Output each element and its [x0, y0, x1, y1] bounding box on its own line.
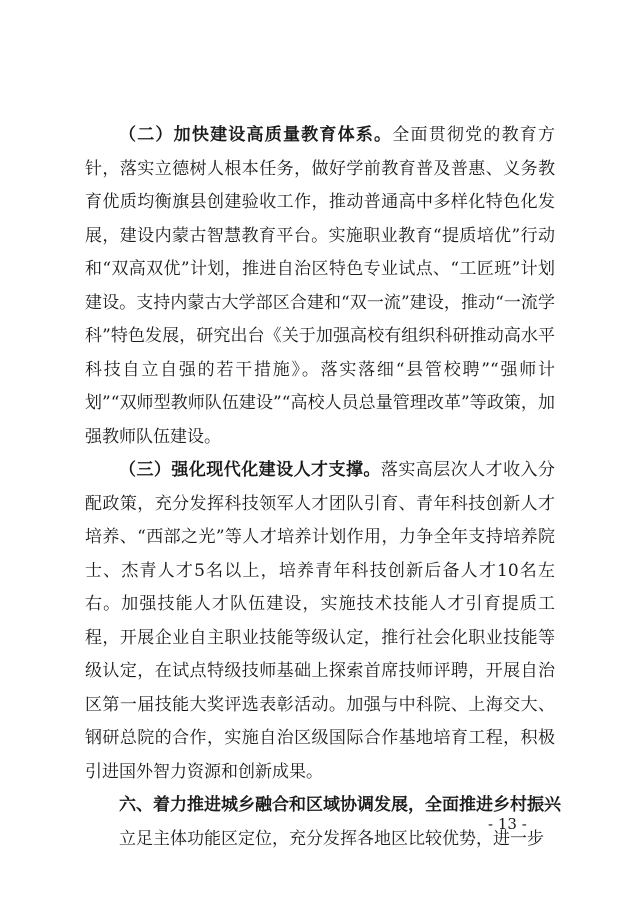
paragraph-text: 落实高层次人才收入分配政策，充分发挥科技领军人才团队引育、青年科技创新人才培养、“西部之光”等人才培养计划作用，力争全年支持培养院士、杰青人才5名以上，培养青年科技创新后备人才10名左右。加强技能人才队伍建设，实施技术技能人才引育提质工程，开展企业自主职业技能等级认定，推行社会化职业技能等级认定，在试点特级技师基础上探索首席技师评聘，开展自治区第一届技能大奖评选表彰活动。加强与中科院、上海交大、钢研总院的合作，实施自治区级国际合作基地培育工程，积极引进国外智力资源和创新成果。 — [85, 460, 555, 782]
paragraph-education — [85, 119, 555, 454]
paragraph-lead: （二）加快建设高质量教育体系。 — [119, 125, 393, 145]
paragraph-closing: 立足主体功能区定位，充分发挥各地区比较优势，进一步 — [119, 828, 544, 849]
chapter-heading: 六、着力推进城乡融合和区域协调发展，全面推进乡村振兴 — [119, 795, 561, 815]
paragraph-lead: （三）强化现代化建设人才支撑。 — [119, 460, 381, 480]
paragraph-text: 全面贯彻党的教育方针，落实立德树人根本任务，做好学前教育普及普惠、义务教育优质均衡旗县创建验收工作，推动普通高中多样化特色化发展，建设内蒙古智慧教育平台。实施职业教育“提质培优”行动和“双高双优”计划，推进自治区特色专业试点、“工匠班”计划建设。支持内蒙古大学部区合建和“双一流”建设，推动“一流学科”特色发展，研究出台《关于加强高校有组织科研推动高水平科技自立自强的若干措施》。落实落细“县管校聘”“强师计划”“双师型教师队伍建设”“高校人员总量管理改革”等政策，加强教师队伍建设。 — [85, 125, 556, 447]
paragraph-talent — [85, 454, 555, 789]
document-body — [85, 119, 561, 856]
page-number: - 13 - — [488, 815, 527, 833]
